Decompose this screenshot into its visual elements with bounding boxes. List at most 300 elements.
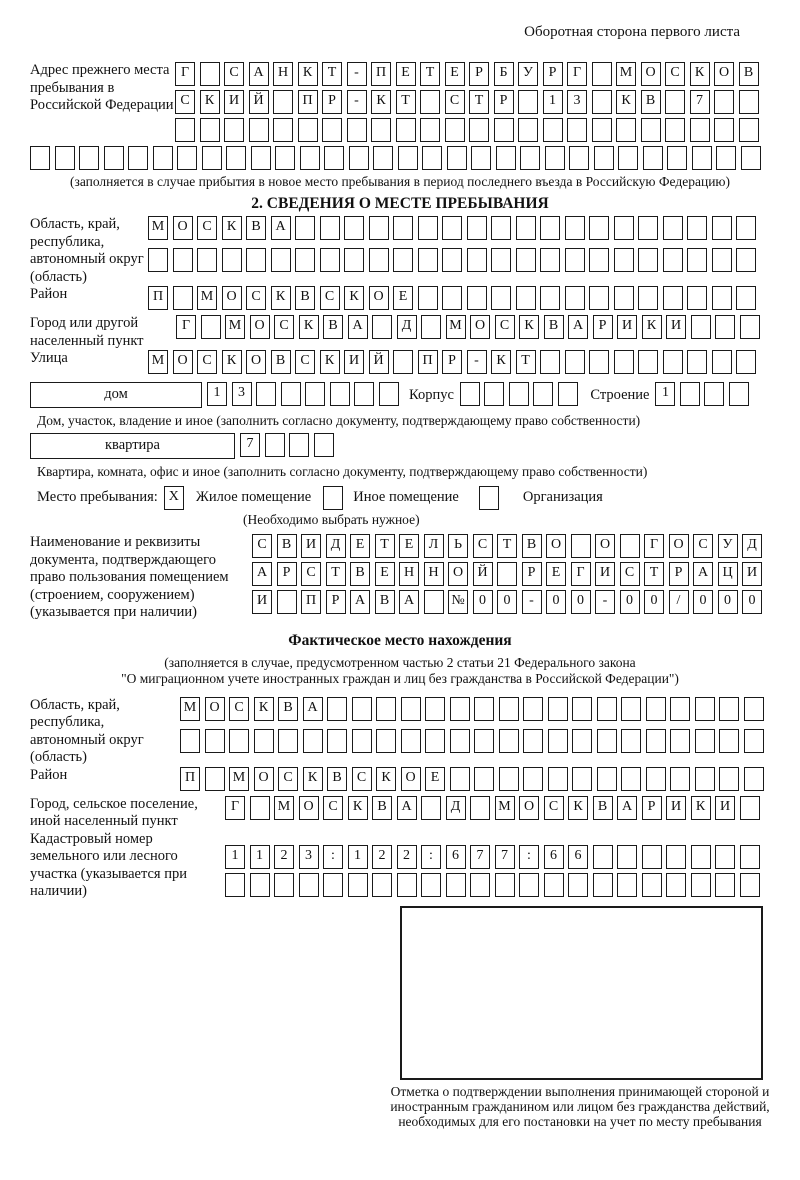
- char-box[interactable]: [460, 382, 480, 406]
- char-box[interactable]: [565, 350, 585, 374]
- char-box[interactable]: [397, 873, 417, 897]
- char-box[interactable]: 3: [232, 382, 252, 406]
- char-box[interactable]: [205, 767, 225, 791]
- char-box[interactable]: [744, 729, 764, 753]
- char-box[interactable]: [202, 146, 222, 170]
- char-box[interactable]: 0: [473, 590, 493, 614]
- char-box[interactable]: 1: [543, 90, 563, 114]
- char-box[interactable]: К: [298, 62, 318, 86]
- char-box[interactable]: 2: [372, 845, 392, 869]
- char-box[interactable]: [222, 248, 242, 272]
- char-box[interactable]: В: [375, 590, 395, 614]
- char-box[interactable]: П: [148, 286, 168, 310]
- char-box[interactable]: И: [715, 796, 735, 820]
- char-box[interactable]: -: [467, 350, 487, 374]
- char-box[interactable]: [491, 216, 511, 240]
- char-box[interactable]: [715, 873, 735, 897]
- char-box[interactable]: Т: [497, 534, 517, 558]
- char-box[interactable]: Й: [369, 350, 389, 374]
- checkbox-zhiloe[interactable]: X: [164, 486, 184, 510]
- char-box[interactable]: [249, 118, 269, 142]
- char-box[interactable]: Г: [225, 796, 245, 820]
- char-box[interactable]: [180, 729, 200, 753]
- char-box[interactable]: [421, 796, 441, 820]
- char-box[interactable]: М: [446, 315, 466, 339]
- char-box[interactable]: Г: [644, 534, 664, 558]
- char-box[interactable]: В: [271, 350, 291, 374]
- char-box[interactable]: 0: [497, 590, 517, 614]
- char-box[interactable]: [545, 146, 565, 170]
- char-box[interactable]: А: [397, 796, 417, 820]
- char-box[interactable]: Р: [642, 796, 662, 820]
- char-box[interactable]: [670, 767, 690, 791]
- char-box[interactable]: [736, 286, 756, 310]
- char-box[interactable]: Р: [442, 350, 462, 374]
- char-box[interactable]: Т: [326, 562, 346, 586]
- char-box[interactable]: [663, 286, 683, 310]
- char-box[interactable]: [442, 216, 462, 240]
- char-box[interactable]: Г: [175, 62, 195, 86]
- char-box[interactable]: С: [274, 315, 294, 339]
- char-box[interactable]: [467, 248, 487, 272]
- char-box[interactable]: [425, 729, 445, 753]
- char-box[interactable]: [450, 729, 470, 753]
- char-box[interactable]: [638, 248, 658, 272]
- char-box[interactable]: И: [595, 562, 615, 586]
- char-box[interactable]: [265, 433, 285, 457]
- char-box[interactable]: К: [303, 767, 323, 791]
- char-box[interactable]: С: [620, 562, 640, 586]
- char-box[interactable]: [474, 729, 494, 753]
- char-box[interactable]: [376, 729, 396, 753]
- char-box[interactable]: [327, 729, 347, 753]
- char-box[interactable]: 3: [567, 90, 587, 114]
- char-box[interactable]: О: [714, 62, 734, 86]
- char-box[interactable]: [571, 534, 591, 558]
- char-box[interactable]: [597, 729, 617, 753]
- char-box[interactable]: М: [225, 315, 245, 339]
- char-box[interactable]: [344, 248, 364, 272]
- char-box[interactable]: К: [222, 350, 242, 374]
- char-box[interactable]: [254, 729, 274, 753]
- char-box[interactable]: [420, 118, 440, 142]
- char-box[interactable]: М: [274, 796, 294, 820]
- checkbox-inoe[interactable]: [323, 486, 343, 510]
- char-box[interactable]: [691, 315, 711, 339]
- char-box[interactable]: А: [617, 796, 637, 820]
- char-box[interactable]: Д: [397, 315, 417, 339]
- char-box[interactable]: [314, 433, 334, 457]
- char-box[interactable]: А: [350, 590, 370, 614]
- char-box[interactable]: [398, 146, 418, 170]
- char-box[interactable]: В: [522, 534, 542, 558]
- char-box[interactable]: [614, 216, 634, 240]
- char-box[interactable]: М: [197, 286, 217, 310]
- char-box[interactable]: Г: [567, 62, 587, 86]
- char-box[interactable]: С: [197, 216, 217, 240]
- char-box[interactable]: С: [224, 62, 244, 86]
- char-box[interactable]: [744, 767, 764, 791]
- char-box[interactable]: [201, 315, 221, 339]
- char-box[interactable]: [739, 90, 759, 114]
- char-box[interactable]: [740, 873, 760, 897]
- char-box[interactable]: [450, 767, 470, 791]
- char-box[interactable]: Р: [322, 90, 342, 114]
- char-box[interactable]: [177, 146, 197, 170]
- char-box[interactable]: А: [249, 62, 269, 86]
- char-box[interactable]: [369, 248, 389, 272]
- char-box[interactable]: [372, 315, 392, 339]
- char-box[interactable]: К: [344, 286, 364, 310]
- char-box[interactable]: [393, 248, 413, 272]
- char-box[interactable]: С: [352, 767, 372, 791]
- char-box[interactable]: [592, 90, 612, 114]
- char-box[interactable]: [617, 845, 637, 869]
- char-box[interactable]: [104, 146, 124, 170]
- char-box[interactable]: И: [617, 315, 637, 339]
- char-box[interactable]: [729, 382, 749, 406]
- char-box[interactable]: [687, 248, 707, 272]
- char-box[interactable]: С: [320, 286, 340, 310]
- char-box[interactable]: М: [148, 216, 168, 240]
- char-box[interactable]: [442, 248, 462, 272]
- char-box[interactable]: Е: [399, 534, 419, 558]
- char-box[interactable]: [641, 118, 661, 142]
- char-box[interactable]: [714, 90, 734, 114]
- char-box[interactable]: [344, 216, 364, 240]
- char-box[interactable]: [320, 248, 340, 272]
- char-box[interactable]: О: [173, 216, 193, 240]
- char-box[interactable]: [692, 146, 712, 170]
- char-box[interactable]: 1: [348, 845, 368, 869]
- char-box[interactable]: [572, 697, 592, 721]
- char-box[interactable]: [695, 767, 715, 791]
- char-box[interactable]: 1: [655, 382, 675, 406]
- char-box[interactable]: [565, 286, 585, 310]
- char-box[interactable]: [225, 873, 245, 897]
- char-box[interactable]: П: [301, 590, 321, 614]
- char-box[interactable]: 7: [690, 90, 710, 114]
- char-box[interactable]: Ц: [718, 562, 738, 586]
- char-box[interactable]: [393, 216, 413, 240]
- char-box[interactable]: [327, 697, 347, 721]
- char-box[interactable]: С: [252, 534, 272, 558]
- char-box[interactable]: [646, 697, 666, 721]
- char-box[interactable]: К: [616, 90, 636, 114]
- char-box[interactable]: [638, 350, 658, 374]
- char-box[interactable]: [523, 697, 543, 721]
- char-box[interactable]: [680, 382, 700, 406]
- char-box[interactable]: [565, 248, 585, 272]
- char-box[interactable]: [642, 845, 662, 869]
- char-box[interactable]: С: [473, 534, 493, 558]
- char-box[interactable]: К: [491, 350, 511, 374]
- char-box[interactable]: [471, 146, 491, 170]
- char-box[interactable]: [421, 873, 441, 897]
- char-box[interactable]: 6: [568, 845, 588, 869]
- char-box[interactable]: 1: [225, 845, 245, 869]
- char-box[interactable]: [148, 248, 168, 272]
- char-box[interactable]: А: [303, 697, 323, 721]
- char-box[interactable]: [540, 350, 560, 374]
- char-box[interactable]: [519, 873, 539, 897]
- char-box[interactable]: Р: [669, 562, 689, 586]
- char-box[interactable]: С: [197, 350, 217, 374]
- char-box[interactable]: О: [641, 62, 661, 86]
- char-box[interactable]: [289, 433, 309, 457]
- char-box[interactable]: М: [616, 62, 636, 86]
- char-box[interactable]: Д: [326, 534, 346, 558]
- checkbox-org[interactable]: [479, 486, 499, 510]
- char-box[interactable]: -: [522, 590, 542, 614]
- char-box[interactable]: [523, 729, 543, 753]
- char-box[interactable]: [205, 729, 225, 753]
- char-box[interactable]: И: [224, 90, 244, 114]
- char-box[interactable]: О: [173, 350, 193, 374]
- char-box[interactable]: 6: [544, 845, 564, 869]
- char-box[interactable]: Е: [396, 62, 416, 86]
- char-box[interactable]: 0: [546, 590, 566, 614]
- char-box[interactable]: [128, 146, 148, 170]
- char-box[interactable]: Й: [249, 90, 269, 114]
- char-box[interactable]: [621, 697, 641, 721]
- char-box[interactable]: [420, 90, 440, 114]
- char-box[interactable]: Б: [494, 62, 514, 86]
- char-box[interactable]: О: [254, 767, 274, 791]
- char-box[interactable]: [616, 118, 636, 142]
- char-box[interactable]: [540, 216, 560, 240]
- char-box[interactable]: [643, 146, 663, 170]
- char-box[interactable]: В: [277, 534, 297, 558]
- char-box[interactable]: [687, 350, 707, 374]
- char-box[interactable]: [197, 248, 217, 272]
- char-box[interactable]: [712, 286, 732, 310]
- char-box[interactable]: [618, 146, 638, 170]
- char-box[interactable]: [469, 118, 489, 142]
- char-box[interactable]: С: [544, 796, 564, 820]
- char-box[interactable]: К: [348, 796, 368, 820]
- char-box[interactable]: А: [399, 590, 419, 614]
- char-box[interactable]: С: [665, 62, 685, 86]
- char-box[interactable]: [372, 873, 392, 897]
- char-box[interactable]: [740, 796, 760, 820]
- char-box[interactable]: Д: [446, 796, 466, 820]
- char-box[interactable]: [520, 146, 540, 170]
- char-box[interactable]: И: [666, 315, 686, 339]
- char-box[interactable]: [740, 845, 760, 869]
- char-box[interactable]: 0: [644, 590, 664, 614]
- char-box[interactable]: С: [495, 315, 515, 339]
- char-box[interactable]: 0: [571, 590, 591, 614]
- char-box[interactable]: [273, 90, 293, 114]
- char-box[interactable]: 0: [718, 590, 738, 614]
- char-box[interactable]: У: [518, 62, 538, 86]
- char-box[interactable]: Е: [375, 562, 395, 586]
- char-box[interactable]: [744, 697, 764, 721]
- char-box[interactable]: /: [669, 590, 689, 614]
- char-box[interactable]: П: [418, 350, 438, 374]
- char-box[interactable]: [569, 146, 589, 170]
- char-box[interactable]: [695, 729, 715, 753]
- char-box[interactable]: [597, 697, 617, 721]
- char-box[interactable]: 2: [274, 845, 294, 869]
- char-box[interactable]: [229, 729, 249, 753]
- char-box[interactable]: [516, 216, 536, 240]
- char-box[interactable]: В: [323, 315, 343, 339]
- char-box[interactable]: И: [344, 350, 364, 374]
- char-box[interactable]: Н: [399, 562, 419, 586]
- char-box[interactable]: Т: [375, 534, 395, 558]
- char-box[interactable]: [714, 118, 734, 142]
- char-box[interactable]: [589, 286, 609, 310]
- char-box[interactable]: [712, 216, 732, 240]
- char-box[interactable]: С: [445, 90, 465, 114]
- char-box[interactable]: [687, 286, 707, 310]
- char-box[interactable]: [445, 118, 465, 142]
- char-box[interactable]: [691, 845, 711, 869]
- char-box[interactable]: :: [519, 845, 539, 869]
- char-box[interactable]: И: [252, 590, 272, 614]
- char-box[interactable]: О: [222, 286, 242, 310]
- char-box[interactable]: [712, 350, 732, 374]
- char-box[interactable]: [30, 146, 50, 170]
- char-box[interactable]: Р: [522, 562, 542, 586]
- char-box[interactable]: Е: [350, 534, 370, 558]
- char-box[interactable]: О: [250, 315, 270, 339]
- char-box[interactable]: М: [495, 796, 515, 820]
- char-box[interactable]: [250, 796, 270, 820]
- char-box[interactable]: Р: [326, 590, 346, 614]
- char-box[interactable]: -: [347, 62, 367, 86]
- char-box[interactable]: [690, 118, 710, 142]
- char-box[interactable]: [719, 697, 739, 721]
- char-box[interactable]: С: [323, 796, 343, 820]
- char-box[interactable]: [299, 873, 319, 897]
- char-box[interactable]: №: [448, 590, 468, 614]
- char-box[interactable]: К: [690, 62, 710, 86]
- char-box[interactable]: [348, 873, 368, 897]
- char-box[interactable]: [740, 315, 760, 339]
- char-box[interactable]: [418, 216, 438, 240]
- char-box[interactable]: [275, 146, 295, 170]
- char-box[interactable]: [175, 118, 195, 142]
- char-box[interactable]: 7: [470, 845, 490, 869]
- char-box[interactable]: К: [642, 315, 662, 339]
- char-box[interactable]: [516, 286, 536, 310]
- char-box[interactable]: [354, 382, 374, 406]
- char-box[interactable]: [274, 873, 294, 897]
- char-box[interactable]: [401, 697, 421, 721]
- char-box[interactable]: В: [544, 315, 564, 339]
- char-box[interactable]: Р: [593, 315, 613, 339]
- char-box[interactable]: К: [271, 286, 291, 310]
- char-box[interactable]: О: [299, 796, 319, 820]
- char-box[interactable]: [303, 729, 323, 753]
- char-box[interactable]: О: [669, 534, 689, 558]
- char-box[interactable]: -: [347, 90, 367, 114]
- char-box[interactable]: Т: [420, 62, 440, 86]
- char-box[interactable]: [324, 146, 344, 170]
- char-box[interactable]: [421, 315, 441, 339]
- char-box[interactable]: [716, 146, 736, 170]
- char-box[interactable]: [594, 146, 614, 170]
- char-box[interactable]: [226, 146, 246, 170]
- char-box[interactable]: А: [252, 562, 272, 586]
- char-box[interactable]: [589, 216, 609, 240]
- char-box[interactable]: [323, 873, 343, 897]
- char-box[interactable]: Т: [644, 562, 664, 586]
- char-box[interactable]: С: [175, 90, 195, 114]
- char-box[interactable]: [322, 118, 342, 142]
- char-box[interactable]: [55, 146, 75, 170]
- char-box[interactable]: [691, 873, 711, 897]
- char-box[interactable]: Т: [469, 90, 489, 114]
- char-box[interactable]: [153, 146, 173, 170]
- char-box[interactable]: [401, 729, 421, 753]
- char-box[interactable]: [518, 118, 538, 142]
- char-box[interactable]: [621, 767, 641, 791]
- char-box[interactable]: Е: [546, 562, 566, 586]
- char-box[interactable]: 1: [250, 845, 270, 869]
- char-box[interactable]: [593, 845, 613, 869]
- char-box[interactable]: [352, 729, 372, 753]
- char-box[interactable]: С: [229, 697, 249, 721]
- char-box[interactable]: К: [568, 796, 588, 820]
- char-box[interactable]: [715, 845, 735, 869]
- char-box[interactable]: [371, 118, 391, 142]
- char-box[interactable]: И: [301, 534, 321, 558]
- char-box[interactable]: [592, 118, 612, 142]
- char-box[interactable]: [544, 873, 564, 897]
- char-box[interactable]: К: [299, 315, 319, 339]
- char-box[interactable]: [593, 873, 613, 897]
- char-box[interactable]: Р: [494, 90, 514, 114]
- char-box[interactable]: [470, 873, 490, 897]
- char-box[interactable]: [200, 62, 220, 86]
- char-box[interactable]: [667, 146, 687, 170]
- char-box[interactable]: К: [200, 90, 220, 114]
- char-box[interactable]: М: [229, 767, 249, 791]
- char-box[interactable]: [256, 382, 276, 406]
- char-box[interactable]: [347, 118, 367, 142]
- char-box[interactable]: [491, 286, 511, 310]
- char-box[interactable]: К: [371, 90, 391, 114]
- char-box[interactable]: Т: [516, 350, 536, 374]
- char-box[interactable]: Й: [473, 562, 493, 586]
- char-box[interactable]: [376, 697, 396, 721]
- char-box[interactable]: [665, 90, 685, 114]
- char-box[interactable]: В: [739, 62, 759, 86]
- char-box[interactable]: [352, 697, 372, 721]
- char-box[interactable]: П: [298, 90, 318, 114]
- char-box[interactable]: 7: [240, 433, 260, 457]
- char-box[interactable]: [543, 118, 563, 142]
- char-box[interactable]: [250, 873, 270, 897]
- char-box[interactable]: Е: [393, 286, 413, 310]
- char-box[interactable]: 3: [299, 845, 319, 869]
- char-box[interactable]: Д: [742, 534, 762, 558]
- char-box[interactable]: [548, 729, 568, 753]
- char-box[interactable]: [646, 767, 666, 791]
- char-box[interactable]: [447, 146, 467, 170]
- char-box[interactable]: [320, 216, 340, 240]
- char-box[interactable]: [273, 118, 293, 142]
- char-box[interactable]: 1: [207, 382, 227, 406]
- char-box[interactable]: 0: [620, 590, 640, 614]
- char-box[interactable]: [491, 248, 511, 272]
- char-box[interactable]: О: [205, 697, 225, 721]
- char-box[interactable]: [663, 350, 683, 374]
